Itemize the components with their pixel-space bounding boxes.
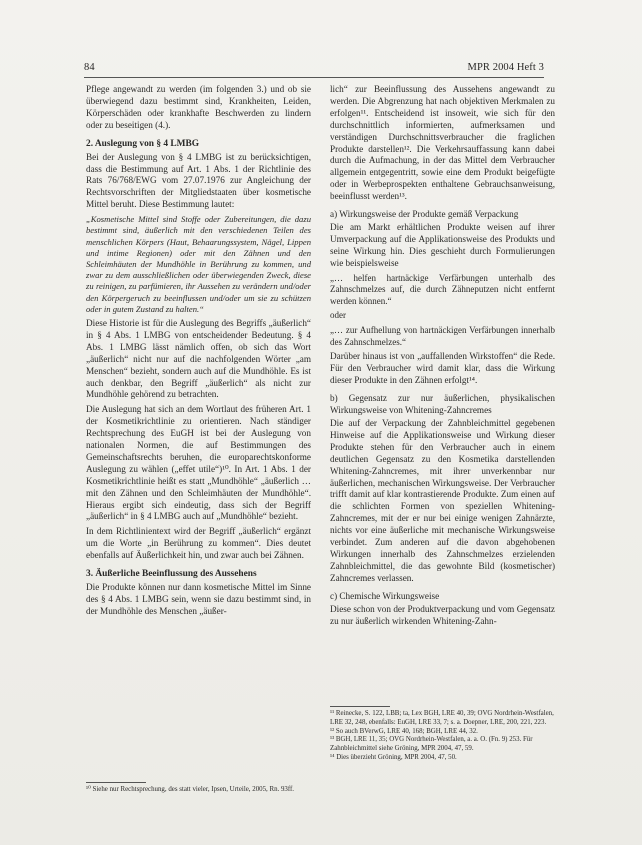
footnote-rule — [86, 782, 146, 783]
connector-word: oder — [330, 310, 346, 321]
paragraph: Bei der Auslegung von § 4 LMBG ist zu berücksichtigen, dass die Bestimmung auf Art. 1 Abs. 1 der Richtlinie des Rats 76/768/EWG vom 27.07.1976 zur Angleichung der Rechtsvorschriften der Mitgliedstaaten über kosmetische Mittel beruht. Diese Bestimmung lautet: — [86, 151, 311, 210]
paragraph: Die Produkte können nur dann kosmetische Mittel im Sinne des § 4 Abs. 1 LMBG sein, wenn sie dazu bestimmt sind, in der Mundhöhle des Menschen „äußer- — [86, 582, 311, 616]
packaging-quote: „… helfen hartnäckige Verfärbungen unterhalb des Zahnschmelzes auf, die durch Zähneputzen nicht entfernt werden können.“ — [330, 272, 555, 306]
footnote-rule — [330, 706, 390, 707]
section-heading: 3. Äußerliche Beeinflussung des Aussehens — [86, 569, 257, 580]
right-column — [330, 84, 555, 630]
page-header — [84, 62, 544, 76]
right-footnotes — [330, 702, 555, 763]
journal-reference: MPR 2004 Heft 3 — [467, 62, 544, 73]
section-heading: 2. Auslegung von § 4 LMBG — [86, 138, 200, 149]
paragraph: Die am Markt erhältlichen Produkte weisen auf ihrer Umverpackung auf die Applikationsweise des Produkts und seine Wirkung hin. Dies geschieht durch Formulierungen wie beispielsweise — [330, 222, 555, 268]
paragraph: Pflege angewandt zu werden (im folgenden 3.) und ob sie überwiegend dazu bestimmt sind, Krankheiten, Leiden, Körperschäden oder krankhafte Beschwerden zu lindern oder zu beseitigen (4.). — [86, 84, 311, 130]
paragraph: Die Auslegung hat sich an dem Wortlaut des früheren Art. 1 der Kosmetikrichtlinie zu orientieren. Nach ständiger Rechtsprechung des EuGH ist bei der Auslegung von nationalen Normen, die auf Bestimmungen des Gemeinschaftsrechts beruhen, die europarechtskonforme Auslegung zu wählen („effet utile“)¹⁰. In Art. 1 Abs. 1 der Kosmetikrichtlinie heißt es statt „Mundhöhle“ „äußerlich … mit den Zähnen und den Schleimhäuten der Mundhöhle“. Hieraus ergibt sich eindeutig, dass sich der Begriff „äußerlich“ in § 4 LMBG auch auf „Mundhöhle“ bezieht. — [86, 404, 311, 522]
subsection-heading: c) Chemische Wirkungsweise — [330, 590, 440, 601]
page-number: 84 — [84, 62, 95, 73]
footnote: ¹² So auch BVerwG, LRE 40, 168; BGH, LRE 44, 32. — [330, 727, 478, 735]
paragraph: lich“ zur Beeinflussung des Aussehens angewandt zu werden. Die Abgrenzung hat nach objektiven Merkmalen zu erfolgen¹¹. Entscheidend ist insoweit, wie sich für den durchschnittlich informierten, aufmerksamen und verständigen Durchschnittsverbraucher die fraglichen Produkte darstellen¹². Die Verkehrsauffassung kann dabei durch die Aufmachung, in der das Mittel dem Verbraucher allgemein entgegentritt, sowie eine dem Produkt beigefügte oder in Werbeprospekten enthaltene Gebrauchsanweisung, beeinflusst werden¹³. — [330, 84, 555, 202]
directive-quote: „Kosmetische Mittel sind Stoffe oder Zubereitungen, die dazu bestimmt sind, äußerlich mit den verschiedenen Teilen des menschlichen Körpers (Haut, Behaarungssystem, Nägel, Lippen und intime Regionen) oder mit den Zähnen und den Schleimhäuten der Mundhöhle in Berührung zu kommen, und zwar zu dem ausschließlichen oder überwiegenden Zweck, diese zu reinigen, zu parfümieren, ihr Aussehen zu verändern und/oder den Körpergeruch zu beeinflussen und/oder um sie zu schützen oder in gutem Zustand zu halten.“ — [86, 214, 311, 314]
paragraph: In dem Richtlinientext wird der Begriff „äußerlich“ ergänzt um die Worte „in Berührung zu kommen“. Dies deutet ebenfalls auf Äußerlichkeit hin, und zwar auch bei Zähnen. — [86, 526, 311, 561]
paragraph: Die auf der Verpackung der Zahnbleichmittel gegebenen Hinweise auf die Applikationsweise und Wirkung dieser Produkte stehen für den Verbraucher auch in einem deutlichen Gegensatz zu den Kosmetika darstellenden Whitening-Zahncremes, mit ihrer unverkennbar nur äußerlichen, mechanischen Wirkungsweise. Der Verbraucher trifft damit auf klar kontrastierende Produkte. Zum einen auf die schlichten Formen von speziellen Whitening-Zahncremes, mit der er nur bei einige wenigen Zahnärzte, nichts vor eine äußerliche mit mechanische Wirkungsweise verbindet. Zum anderen auf die davon abgehobenen Wirkungen innerhalb des Zahnschmelzes erzielenden Zahnbleichmittel, die das gewohnte Bild (kosmetischer) Zahncremes verlassen. — [330, 417, 555, 583]
subsection-heading: b) Gegensatz zur nur äußerlichen, physikalischen Wirkungsweise von Whitening-Zahncremes — [330, 392, 555, 415]
packaging-quote: „… zur Aufhellung von hartnäckigen Verfärbungen innerhalb des Zahnschmelzes.“ — [330, 325, 555, 347]
footnote: ¹⁴ Dies überzieht Gröning, MPR 2004, 47, 50. — [330, 753, 457, 761]
footnote: ¹⁰ Siehe nur Rechtsprechung, des statt vieler, Ipsen, Urteile, 2005, Rn. 93ff. — [86, 786, 295, 793]
paragraph: Darüber hinaus ist von „auffallenden Wirkstoffen“ die Rede. Für den Verbraucher wird damit klar, dass die Wirkung dieser Produkte in den Zähnen erfolgt¹⁴. — [330, 351, 555, 386]
footnote: ¹¹ Reinecke, S. 122, LBB; ta, Lex BGH, LRE 40, 39; OVG Nordrhein-Westfalen, LRE 32, 248, ebenfalls: EuGH, LRE 33, 7; s. a. Doepner, LRE, 200, 221, 223. — [330, 710, 554, 726]
footnote: ¹³ BGH, LRE 11, 35; OVG Nordrhein-Westfalen, a. a. O. (Fn. 9) 253. Für Zahnbleichmittel siehe Gröning, MPR 2004, 47, 59. — [330, 736, 533, 753]
left-column — [86, 84, 311, 621]
paragraph: Diese schon von der Produktverpackung und vom Gegensatz zu nur äußerlich wirkenden Whitening-Zahn- — [330, 603, 555, 626]
subsection-heading: a) Wirkungsweise der Produkte gemäß Verpackung — [330, 209, 519, 220]
left-footnotes — [86, 778, 311, 795]
paragraph: Diese Historie ist für die Auslegung des Begriffs „äußerlich“ in § 4 Abs. 1 LMBG von entscheidender Bedeutung. § 4 Abs. 1 LMBG lässt nämlich offen, ob sich das Wort „äußerlich“ nicht nur auf die nachfolgenden Wörter „am Menschen“ bezieht, sondern auch auf die Mundhöhle. Es ist auch denkbar, den Begriff „äußerlich“ als nicht zur Mundhöhle gehörend zu betrachten. — [86, 317, 311, 400]
header-rule — [84, 77, 544, 78]
